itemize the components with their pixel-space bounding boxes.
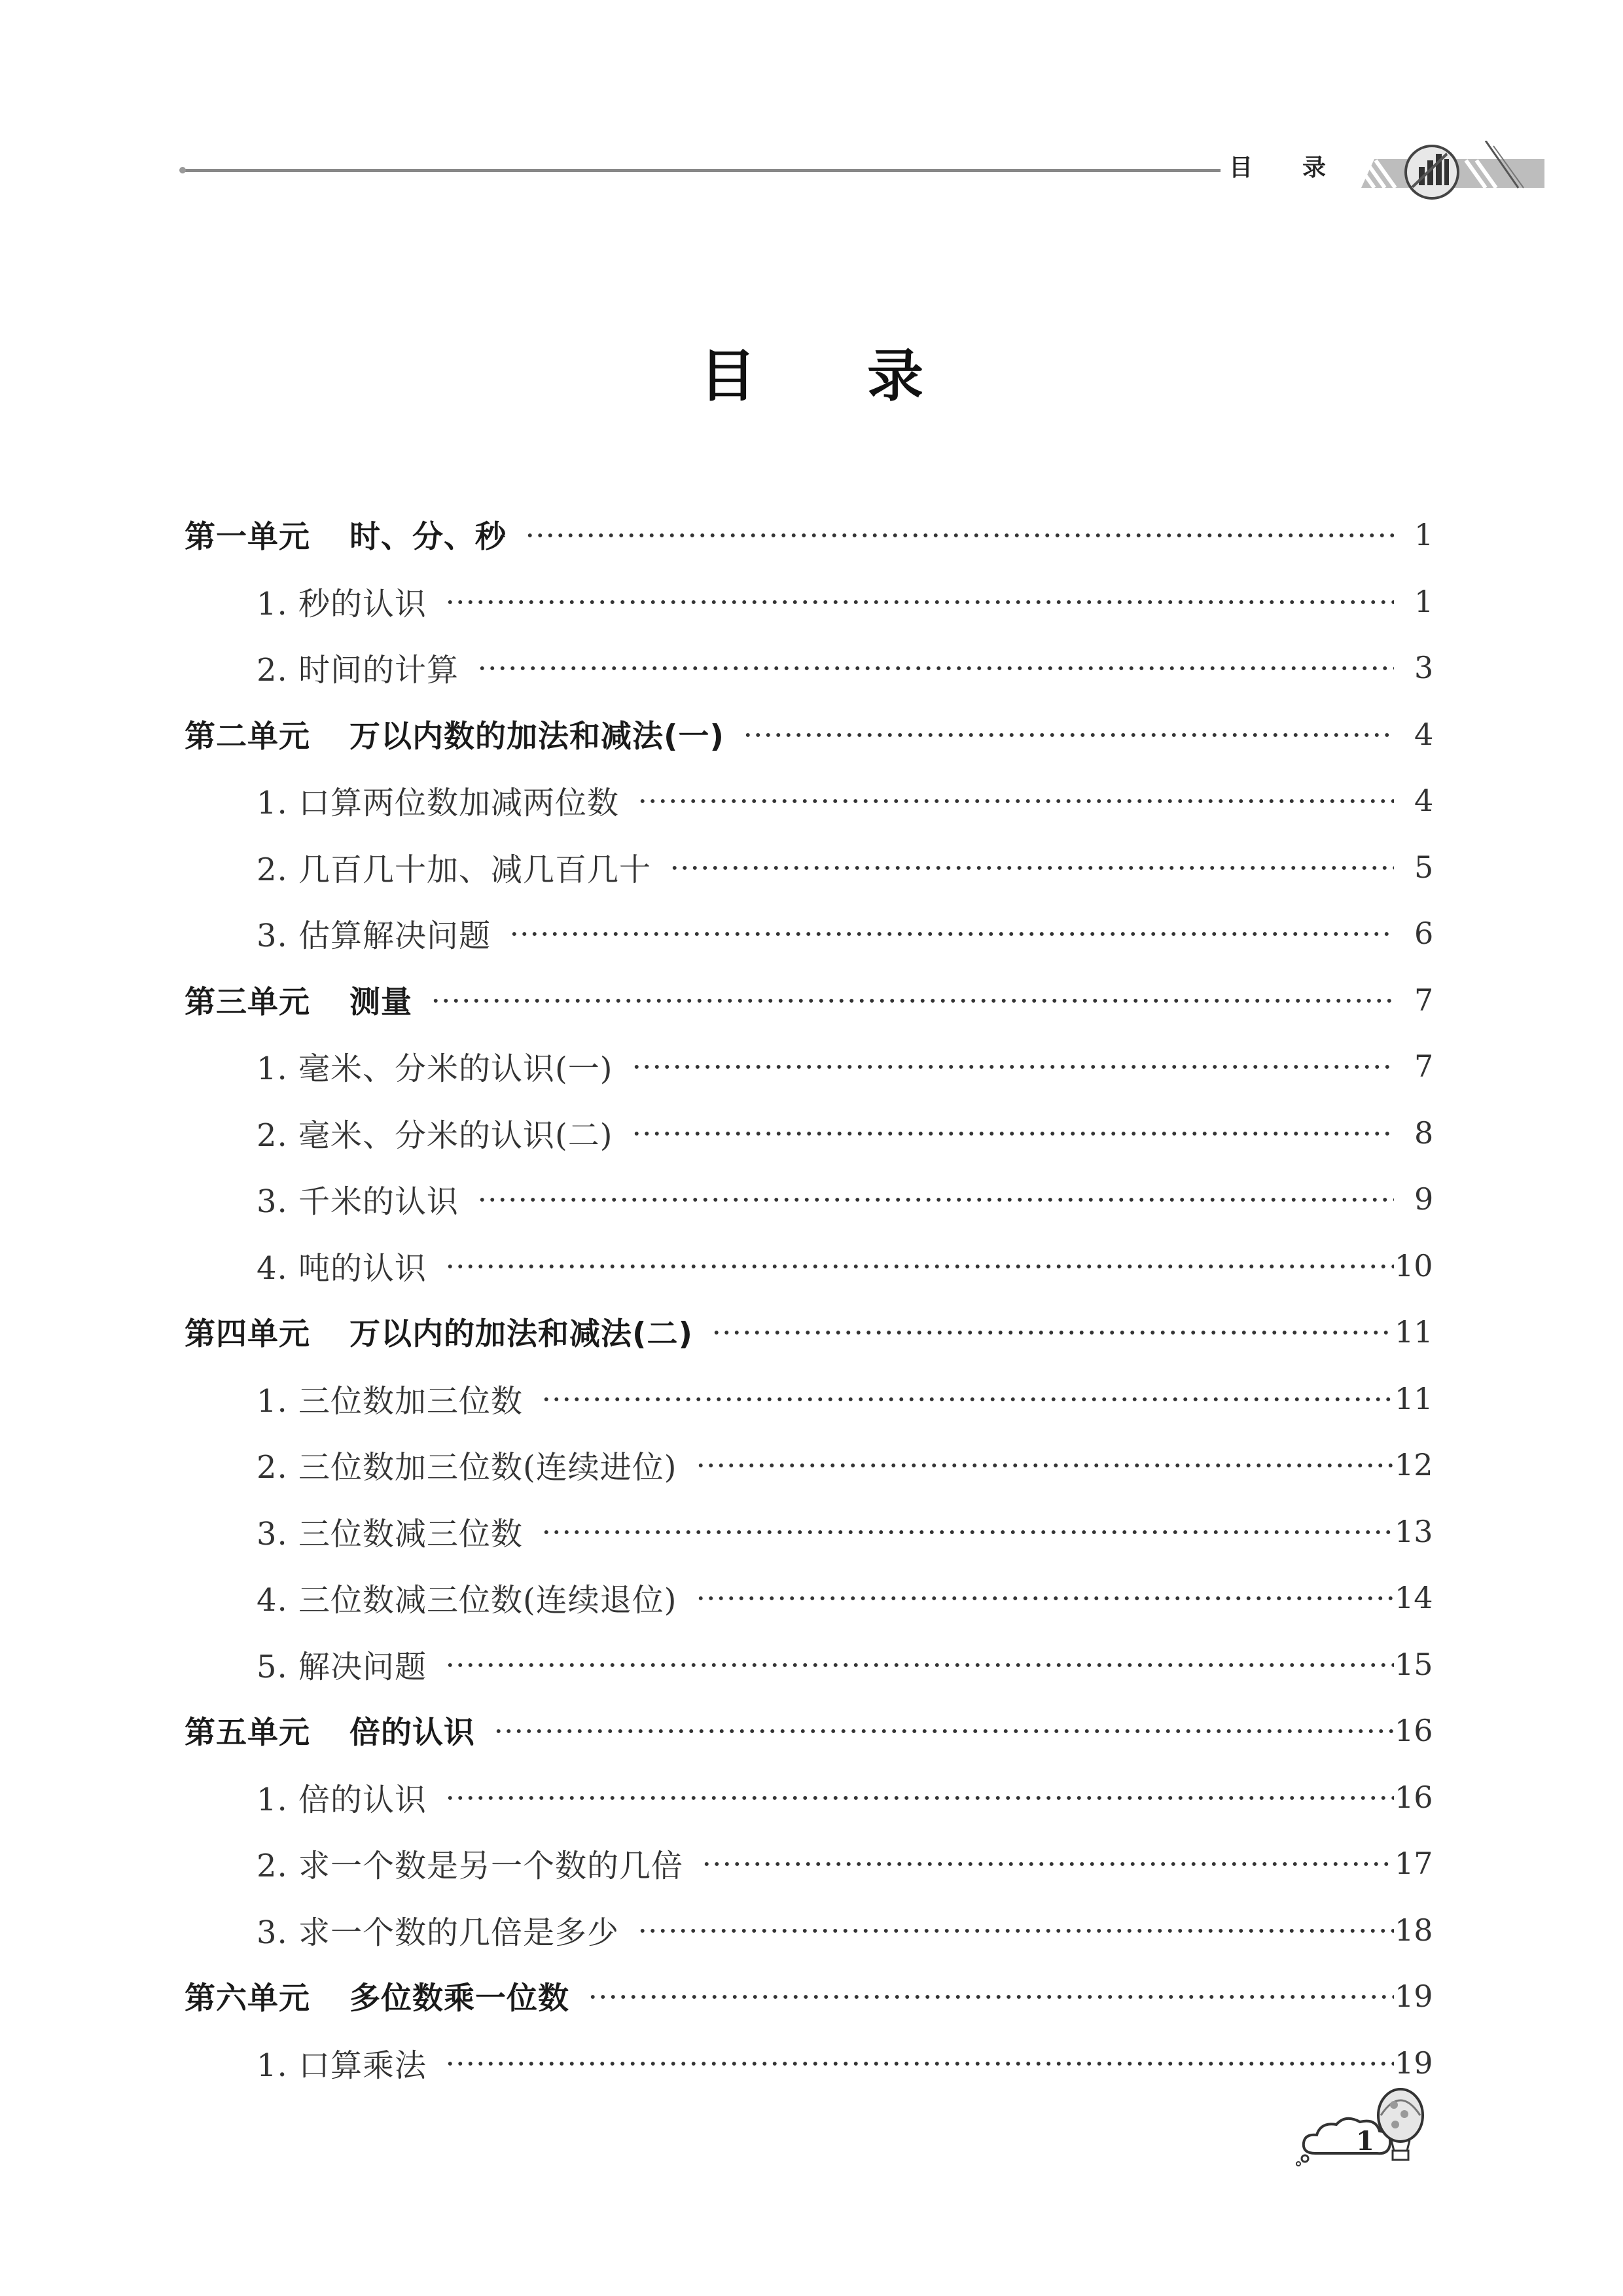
toc-entry-title: 5. 解决问题 (257, 1648, 427, 1685)
toc-entry-title: 1. 倍的认识 (257, 1781, 427, 1818)
toc-leader-dots (696, 1596, 1394, 1601)
toc-lesson-entry (257, 1638, 1433, 1690)
toc-entry-title: 4. 吨的认识 (257, 1249, 427, 1287)
toc-unit-number: 第五单元 (185, 1714, 310, 1751)
toc-unit-entry (185, 708, 1434, 760)
toc-leader-dots (541, 1397, 1394, 1402)
toc-entry-title: 1. 毫米、分米的认识(一) (257, 1050, 613, 1087)
toc-lesson-entry (257, 1106, 1434, 1158)
toc-page-number: 10 (1395, 1248, 1433, 1283)
toc-leader-dots (525, 533, 1394, 538)
toc-leader-dots (696, 1463, 1394, 1468)
toc-entry-title: 测量 (349, 984, 412, 1020)
toc-page-number: 4 (1414, 717, 1434, 752)
toc-page-number: 5 (1414, 850, 1434, 885)
toc-leader-dots (493, 1729, 1394, 1734)
toc-lesson-entry (257, 1239, 1433, 1291)
toc-page-number: 7 (1414, 1049, 1434, 1084)
toc-page-number: 1 (1414, 517, 1434, 552)
page-title-char-2: 录 (867, 344, 923, 409)
page-title-char-1: 目 (700, 344, 756, 409)
toc-leader-dots (509, 931, 1394, 937)
toc-unit-entry (185, 973, 1434, 1026)
toc-entry-title: 1. 秒的认识 (257, 585, 427, 622)
toc-page-number: 3 (1414, 650, 1434, 685)
toc-page-number: 16 (1395, 1713, 1433, 1748)
toc-page-number: 9 (1414, 1181, 1434, 1217)
toc-page-number: 19 (1395, 2045, 1433, 2081)
toc-lesson-entry (257, 1172, 1434, 1225)
header-title-char-1: 目 (1229, 154, 1253, 181)
toc-entry-title: 1. 口算两位数加减两位数 (257, 784, 620, 821)
toc-leader-dots (669, 865, 1394, 870)
toc-page-number: 15 (1395, 1647, 1433, 1682)
toc-lesson-entry (257, 1372, 1433, 1424)
toc-entry-title: 2. 时间的计算 (257, 651, 459, 689)
toc-leader-dots (711, 1330, 1394, 1335)
toc-entry-title: 2. 几百几十加、减几百几十 (257, 851, 652, 888)
toc-leader-dots (445, 600, 1394, 605)
toc-entry-title: 1. 口算乘法 (257, 2047, 427, 2084)
toc-entry-title: 3. 三位数减三位数 (257, 1515, 524, 1552)
toc-entry-title: 2. 求一个数是另一个数的几倍 (257, 1847, 684, 1884)
toc-lesson-entry (257, 1770, 1433, 1823)
page-number: 1 (1356, 2126, 1374, 2157)
toc-page-number: 11 (1395, 1381, 1433, 1416)
header-rule (183, 169, 1221, 172)
toc-entry-title: 多位数乘一位数 (349, 1980, 569, 2017)
toc-entry-title: 2. 毫米、分米的认识(二) (257, 1117, 613, 1154)
toc-page-number: 11 (1395, 1314, 1433, 1350)
toc-entry-title: 万以内的加法和减法(二) (349, 1316, 693, 1352)
toc-entry-title: 万以内数的加法和减法(一) (349, 718, 724, 755)
toc-leader-dots (431, 998, 1394, 1003)
toc-leader-dots (743, 732, 1394, 738)
toc-lesson-entry (257, 641, 1434, 693)
toc-leader-dots (477, 1197, 1394, 1202)
toc-page-number: 19 (1395, 1979, 1433, 2014)
toc-page-number: 16 (1395, 1780, 1433, 1815)
toc-page-number: 8 (1414, 1115, 1434, 1151)
toc-entry-title: 3. 估算解决问题 (257, 917, 491, 954)
toc-unit-entry (185, 1305, 1433, 1357)
hot-air-balloon-cloud-icon (1296, 2088, 1440, 2176)
toc-unit-entry (185, 1704, 1433, 1756)
toc-leader-dots (445, 1662, 1394, 1668)
toc-lesson-entry (257, 906, 1434, 959)
toc-leader-dots (445, 2061, 1394, 2066)
toc-leader-dots (632, 1131, 1394, 1136)
toc-leader-dots (637, 1928, 1394, 1933)
page-title (0, 331, 1623, 416)
toc-page-number: 12 (1395, 1447, 1433, 1482)
toc-lesson-entry (257, 1438, 1433, 1490)
toc-unit-entry (185, 508, 1434, 560)
toc-lesson-entry (257, 840, 1434, 893)
toc-lesson-entry (257, 2036, 1433, 2089)
toc-page-number: 17 (1395, 1846, 1433, 1881)
toc-entry-title: 倍的认识 (349, 1714, 475, 1751)
toc-lesson-entry (257, 1505, 1433, 1557)
bookshelf-emblem-icon (1348, 141, 1544, 202)
toc-page-number: 7 (1414, 982, 1434, 1018)
toc-page-number: 14 (1395, 1580, 1433, 1615)
toc-page-number: 1 (1414, 584, 1434, 619)
toc-leader-dots (477, 666, 1394, 671)
toc-lesson-entry (257, 1837, 1433, 1889)
header-title-char-2: 录 (1302, 154, 1327, 181)
toc-page-number: 6 (1414, 916, 1434, 951)
toc-leader-dots (541, 1530, 1394, 1535)
toc-leader-dots (702, 1861, 1394, 1867)
toc-unit-number: 第三单元 (185, 984, 310, 1020)
toc-page-number: 18 (1395, 1912, 1433, 1948)
toc-lesson-entry (257, 575, 1434, 627)
toc-lesson-entry (257, 1571, 1433, 1623)
toc-unit-number: 第四单元 (185, 1316, 310, 1352)
toc-page-number: 13 (1395, 1514, 1433, 1549)
toc-unit-number: 第六单元 (185, 1980, 310, 2017)
toc-entry-title: 时、分、秒 (349, 518, 507, 555)
toc-entry-title: 2. 三位数加三位数(连续进位) (257, 1448, 677, 1486)
toc-unit-number: 第一单元 (185, 518, 310, 555)
toc-entry-title: 1. 三位数加三位数 (257, 1382, 524, 1420)
toc-lesson-entry (257, 774, 1434, 826)
toc-entry-title: 4. 三位数减三位数(连续退位) (257, 1581, 677, 1619)
toc-lesson-entry (257, 1903, 1433, 1956)
toc-entry-title: 3. 千米的认识 (257, 1183, 459, 1220)
toc-leader-dots (445, 1264, 1394, 1269)
toc-leader-dots (637, 798, 1394, 804)
toc-entry-title: 3. 求一个数的几倍是多少 (257, 1914, 620, 1951)
toc-leader-dots (445, 1795, 1394, 1801)
toc-page-number: 4 (1414, 783, 1434, 818)
toc-unit-number: 第二单元 (185, 718, 310, 755)
toc-unit-entry (185, 1969, 1433, 2022)
toc-leader-dots (632, 1064, 1394, 1069)
toc-lesson-entry (257, 1039, 1434, 1092)
toc-leader-dots (588, 1994, 1394, 2000)
